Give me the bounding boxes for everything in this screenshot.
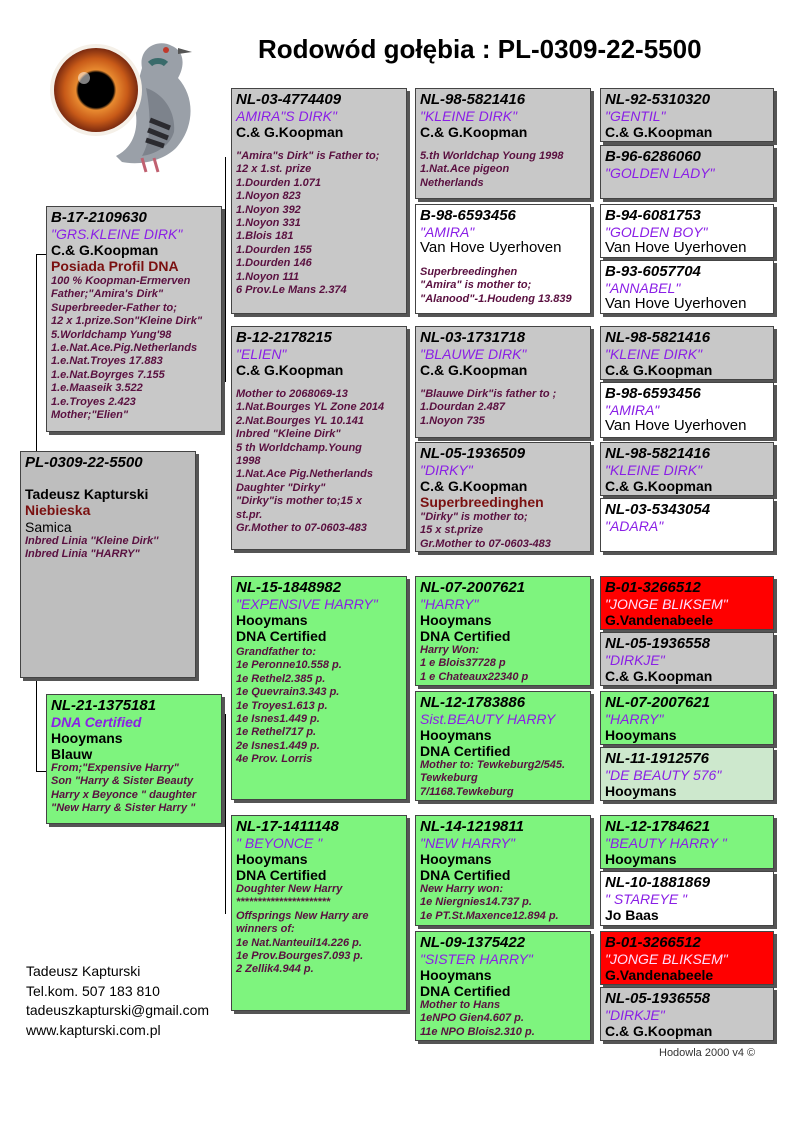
mf-result: 1e Rethel717 p. — [236, 726, 317, 739]
fff-card — [415, 88, 591, 199]
g4-name: "BEAUTY HARRY " — [605, 835, 727, 851]
connector-line — [36, 254, 46, 255]
g4-ring: NL-10-1881869 — [605, 874, 711, 891]
connector-line — [592, 465, 593, 520]
g4-card — [600, 576, 774, 630]
ff-note: 1.Noyon 331 — [236, 217, 301, 230]
fm-note: st.pr. — [236, 508, 263, 521]
connector-line — [592, 230, 593, 285]
fm-card — [231, 326, 407, 550]
mother-note: Harry x Beyonce " daughter — [51, 788, 197, 801]
father-note: 1.e.Nat.Troyes 17.883 — [51, 355, 163, 368]
father-note: 5.Worldchamp Yung'98 — [51, 328, 172, 341]
mmm-intro: Mother to Hans — [420, 999, 501, 1011]
mmf-extra: DNA Certified — [420, 867, 511, 883]
mother-note: From;"Expensive Harry" — [51, 762, 179, 774]
g4-owner: G.Vandenabeele — [605, 967, 714, 983]
footer-version: Hodowla 2000 v4 © — [659, 1047, 756, 1059]
fm-ring: B-12-2178215 — [236, 329, 332, 346]
ff-note: 1.Noyon 392 — [236, 203, 301, 216]
father-note: 1.e.Nat.Ace.Pig.Netherlands — [51, 342, 198, 355]
g4-ring: NL-11-1912576 — [605, 750, 709, 767]
fff-name: "KLEINE DIRK" — [420, 108, 518, 124]
ffm-ring: B-98-6593456 — [420, 207, 516, 224]
g4-card — [600, 382, 774, 438]
mother-color: Blauw — [51, 746, 93, 762]
mf-extra: DNA Certified — [236, 628, 327, 644]
contact-name: Tadeusz Kapturski — [26, 963, 141, 979]
mother-note: "New Harry & Sister Harry " — [51, 802, 196, 815]
fmm-owner: C.& G.Koopman — [420, 478, 528, 494]
ff-owner: C.& G.Koopman — [236, 124, 344, 140]
g4-ring: NL-92-5310320 — [605, 91, 711, 108]
mm-extra: DNA Certified — [236, 867, 327, 883]
g4-name: " STAREYE " — [605, 891, 688, 907]
mmm-owner: Hooymans — [420, 967, 492, 983]
g4-card — [600, 815, 774, 869]
contact-email[interactable]: tadeuszkapturski@gmail.com — [26, 1002, 210, 1018]
connector-line — [225, 157, 226, 382]
g4-ring: B-01-3266512 — [605, 579, 701, 596]
mother-note: Son "Harry & Sister Beauty — [51, 775, 194, 788]
fm-note: Mother to 2068069-13 — [236, 388, 348, 400]
father-ring: B-17-2109630 — [51, 209, 147, 226]
mmm-result: 1eNPO Gien4.607 p. — [420, 1012, 524, 1025]
father-note: 1.e.Troyes 2.423 — [51, 395, 136, 408]
mmm-card — [415, 931, 591, 1041]
mfm-note: 7/1168.Tewkeburg — [420, 785, 514, 798]
fm-name: "ELIEN" — [236, 346, 287, 362]
g4-name: "JONGE BLIKSEM" — [605, 596, 728, 612]
ffm-owner: Van Hove Uyerhoven — [420, 239, 562, 256]
g4-ring: B-94-6081753 — [605, 207, 701, 224]
mmf-intro: New Harry won: — [420, 883, 504, 895]
g4-card — [600, 632, 774, 686]
connector-line — [407, 864, 408, 984]
g4-owner: Hooymans — [605, 727, 677, 743]
mf-owner: Hooymans — [236, 612, 308, 628]
mf-intro: Grandfather to: — [236, 646, 317, 658]
ff-card — [231, 88, 407, 314]
g4-owner: C.& G.Koopman — [605, 362, 713, 378]
g4-ring: NL-07-2007621 — [605, 694, 711, 711]
g4-name: "DIRKJE" — [605, 652, 665, 668]
g4-name: "GOLDEN LADY" — [605, 165, 715, 181]
ffm-card — [415, 204, 591, 314]
mff-card — [415, 576, 591, 686]
pigeon-eye-logo — [46, 28, 196, 178]
g4-card — [600, 691, 774, 745]
mfm-owner: Hooymans — [420, 727, 492, 743]
mmm-ring: NL-09-1375422 — [420, 934, 526, 951]
mm-ring: NL-17-1411148 — [236, 818, 339, 835]
contact-block — [26, 962, 209, 1040]
fmf-name: "BLAUWE DIRK" — [420, 346, 527, 362]
father-name: "GRS.KLEINE DIRK" — [51, 226, 183, 242]
g4-card — [600, 747, 774, 801]
fm-note: 1.Nat.Bourges YL Zone 2014 — [236, 401, 385, 414]
root-sex: Samica — [25, 519, 72, 535]
ff-note: 1.Noyon 111 — [236, 270, 300, 283]
father-note: 1.e.Maaseik 3.522 — [51, 382, 143, 395]
mother-ring: NL-21-1375181 — [51, 697, 157, 714]
g4-card — [600, 326, 774, 380]
root-owner: Tadeusz Kapturski — [25, 486, 149, 502]
mm-note: Offsprings New Harry are — [236, 909, 369, 922]
mfm-note: Mother to: Tewkeburg2/545. — [420, 759, 566, 771]
fmf-card — [415, 326, 591, 438]
fmm-note: "Dirky" is mother to; — [420, 511, 528, 523]
g4-name: "GOLDEN BOY" — [605, 224, 708, 240]
mmf-name: "NEW HARRY" — [420, 835, 515, 851]
fmf-ring: NL-03-1731718 — [420, 329, 526, 346]
fmf-note: 1.Noyon 735 — [420, 414, 485, 427]
father-card — [46, 206, 222, 432]
ff-note: 1.Blois 181 — [236, 230, 294, 243]
g4-card — [600, 987, 774, 1041]
mf-name: "EXPENSIVE HARRY" — [236, 596, 378, 612]
g4-card — [600, 88, 774, 142]
page-title: Rodowód gołębia : PL-0309-22-5500 — [258, 34, 702, 64]
connector-line — [36, 254, 37, 452]
fmm-ring: NL-05-1936509 — [420, 445, 526, 462]
root-ring: PL-0309-22-5500 — [25, 454, 143, 471]
mff-name: "HARRY" — [420, 596, 479, 612]
g4-name: "KLEINE DIRK" — [605, 346, 703, 362]
mff-owner: Hooymans — [420, 612, 492, 628]
g4-ring: NL-03-5343054 — [605, 501, 711, 518]
g4-ring: NL-98-5821416 — [605, 445, 711, 462]
g4-ring: NL-12-1784621 — [605, 818, 711, 835]
fmm-note: 15 x st.prize — [420, 524, 483, 537]
mf-result: 1e Isnes1.449 p. — [236, 713, 320, 726]
g4-card — [600, 145, 774, 199]
connector-line — [407, 628, 408, 738]
mf-ring: NL-15-1848982 — [236, 579, 342, 596]
mm-owner: Hooymans — [236, 851, 308, 867]
connector-line — [592, 832, 593, 887]
g4-owner: Van Hove Uyerhoven — [605, 417, 747, 434]
fm-note: 5 th Worldchamp.Young — [236, 441, 362, 454]
g4-owner: C.& G.Koopman — [605, 478, 713, 494]
mother-name: DNA Certified — [51, 714, 142, 730]
ff-name: AMIRA"S DIRK" — [236, 108, 337, 124]
mm-result: 2 Zellik4.944 p. — [236, 963, 314, 976]
mm-note: winners of: — [236, 923, 295, 936]
fmm-card — [415, 442, 591, 552]
g4-card — [600, 931, 774, 985]
g4-name: "JONGE BLIKSEM" — [605, 951, 728, 967]
mff-ring: NL-07-2007621 — [420, 579, 526, 596]
g4-owner: C.& G.Koopman — [605, 668, 713, 684]
ff-note: 12 x 1.st. prize — [236, 163, 312, 176]
g4-ring: NL-05-1936558 — [605, 990, 711, 1007]
mfm-note: Tewkeburg — [420, 772, 478, 785]
mf-result: 1e Rethel2.385 p. — [236, 672, 326, 685]
g4-card — [600, 498, 774, 552]
fff-note: 1.Nat.Ace pigeon — [420, 163, 510, 176]
father-note: Father;"Amira's Dirk" — [51, 288, 164, 301]
fm-owner: C.& G.Koopman — [236, 362, 344, 378]
mm-result: 1e Nat.Nanteuil14.226 p. — [236, 936, 362, 949]
fff-ring: NL-98-5821416 — [420, 91, 526, 108]
mff-intro: Harry Won: — [420, 644, 480, 656]
ffm-note: "Alanood"-1.Houdeng 13.839 — [420, 292, 572, 305]
mfm-card — [415, 691, 591, 801]
connector-line — [407, 380, 408, 495]
father-note: 100 % Koopman-Ermerven — [51, 275, 191, 287]
mfm-extra: DNA Certified — [420, 743, 511, 759]
g4-name: "ANNABEL" — [605, 280, 681, 296]
connector-line — [592, 720, 593, 775]
mm-result: 1e Prov.Bourges7.093 p. — [236, 950, 364, 963]
root-note: Inbred Linia "HARRY" — [25, 548, 140, 561]
connector-line — [592, 598, 593, 653]
mmm-result: 11e NPO Blois2.310 p. — [420, 1025, 535, 1038]
mf-result: 1e Peronne10.558 p. — [236, 659, 342, 672]
connector-line — [407, 145, 408, 260]
mm-card — [231, 815, 407, 1011]
connector-line — [225, 714, 226, 914]
g4-owner: Hooymans — [605, 783, 677, 799]
fmm-extra: Superbreedinghen — [420, 494, 544, 510]
mfm-ring: NL-12-1783886 — [420, 694, 526, 711]
g4-owner: Jo Baas — [605, 907, 659, 923]
g4-name: "HARRY" — [605, 711, 664, 727]
g4-owner: C.& G.Koopman — [605, 1023, 713, 1039]
ff-note: "Amira"s Dirk" is Father to; — [236, 150, 380, 162]
mf-result: 1e Troyes1.613 p. — [236, 699, 328, 712]
ffm-note: "Amira" is mother to; — [420, 279, 532, 292]
ff-note: 1.Dourden 155 — [236, 243, 312, 256]
g4-card — [600, 442, 774, 496]
mmm-name: "SISTER HARRY" — [420, 951, 533, 967]
fm-note: 1.Nat.Ace Pig.Netherlands — [236, 468, 373, 481]
root-color: Niebieska — [25, 502, 91, 518]
contact-website[interactable]: www.kapturski.com.pl — [26, 1021, 161, 1038]
g4-ring: NL-05-1936558 — [605, 635, 711, 652]
g4-owner: C.& G.Koopman — [605, 124, 713, 140]
father-note: 12 x 1.prize.Son"Kleine Dirk" — [51, 315, 203, 328]
mff-result: 1 e Blois37728 p — [420, 657, 506, 670]
mmm-extra: DNA Certified — [420, 983, 511, 999]
mf-card — [231, 576, 407, 800]
fm-note: Gr.Mother to 07-0603-483 — [236, 522, 367, 535]
fff-note: Netherlands — [420, 176, 484, 189]
fmf-note: "Blauwe Dirk"is father to ; — [420, 388, 557, 400]
fff-owner: C.& G.Koopman — [420, 124, 528, 140]
connector-line — [592, 115, 593, 170]
mff-extra: DNA Certified — [420, 628, 511, 644]
g4-name: "ADARA" — [605, 518, 664, 534]
g4-owner: G.Vandenabeele — [605, 612, 714, 628]
mmf-result: 1e Niergnies14.737 p. — [420, 896, 532, 909]
g4-ring: B-01-3266512 — [605, 934, 701, 951]
mf-result: 1e Quevrain3.343 p. — [236, 686, 340, 699]
g4-name: "DE BEAUTY 576" — [605, 767, 722, 783]
fm-note: "Dirky"is mother to;15 x — [236, 495, 362, 508]
ff-ring: NL-03-4774409 — [236, 91, 342, 108]
ff-note: 1.Noyon 823 — [236, 190, 301, 203]
mmf-card — [415, 815, 591, 926]
g4-card — [600, 204, 774, 258]
mf-last: 4e Prov. Lorris — [236, 753, 313, 766]
g4-card — [600, 260, 774, 314]
connector-line — [592, 950, 593, 1005]
fmf-owner: C.& G.Koopman — [420, 362, 528, 378]
mother-owner: Hooymans — [51, 730, 123, 746]
g4-owner: Van Hove Uyerhoven — [605, 239, 747, 256]
g4-ring: NL-98-5821416 — [605, 329, 711, 346]
ff-note: 1.Dourden 146 — [236, 257, 312, 270]
mother-card — [46, 694, 222, 824]
g4-name: "GENTIL" — [605, 108, 666, 124]
ffm-note: Superbreedinghen — [420, 266, 518, 278]
mmf-owner: Hooymans — [420, 851, 492, 867]
mff-result: 1 e Chateaux22340 p — [420, 670, 529, 683]
ffm-name: "AMIRA" — [420, 224, 475, 240]
g4-ring: B-93-6057704 — [605, 263, 701, 280]
fm-note: 2.Nat.Bourges YL 10.141 — [236, 414, 364, 427]
g4-owner: Van Hove Uyerhoven — [605, 295, 747, 312]
g4-ring: B-96-6286060 — [605, 148, 701, 165]
connector-line — [36, 676, 37, 771]
mm-note: Doughter New Harry — [236, 883, 343, 895]
father-extra: Posiada Profil DNA — [51, 258, 179, 274]
fm-note: 1998 — [236, 455, 261, 468]
g4-ring: B-98-6593456 — [605, 385, 701, 402]
ff-note: 6 Prov.Le Mans 2.374 — [236, 284, 347, 297]
root-pigeon-card — [20, 451, 196, 678]
mm-note: ********************** — [236, 896, 331, 909]
g4-owner: Hooymans — [605, 851, 677, 867]
fm-note: Daughter "Dirky" — [236, 481, 326, 494]
father-note: Mother;"Elien" — [51, 409, 129, 422]
connector-line — [36, 771, 46, 772]
root-note: Inbred Linia ''Kleine Dirk'' — [25, 535, 159, 547]
g4-card — [600, 871, 774, 926]
mf-result: 2e Isnes1.449 p. — [236, 739, 320, 752]
fmf-note: 1.Dourdan 2.487 — [420, 401, 505, 414]
fff-note: 5.th Worldchap Young 1998 — [420, 150, 564, 162]
father-note: 1.e.Nat.Boyrges 7.155 — [51, 368, 165, 381]
g4-name: "AMIRA" — [605, 402, 660, 418]
mmf-result: 1e PT.St.Maxence12.894 p. — [420, 909, 559, 922]
fm-note: Inbred "Kleine Dirk" — [236, 428, 341, 441]
father-owner: C.& G.Koopman — [51, 242, 159, 258]
mmf-ring: NL-14-1219811 — [420, 818, 524, 835]
connector-line — [592, 350, 593, 405]
ff-note: 1.Dourden 1.071 — [236, 176, 321, 189]
g4-name: "KLEINE DIRK" — [605, 462, 703, 478]
contact-phone: Tel.kom. 507 183 810 — [26, 982, 160, 999]
father-note: Superbreeder-Father to; — [51, 301, 177, 314]
fmm-note: Gr.Mother to 07-0603-483 — [420, 537, 551, 550]
mm-name: " BEYONCE " — [236, 835, 323, 851]
g4-name: "DIRKJE" — [605, 1007, 665, 1023]
mfm-name: Sist.BEAUTY HARRY — [420, 711, 556, 727]
fmm-name: "DIRKY" — [420, 462, 473, 478]
